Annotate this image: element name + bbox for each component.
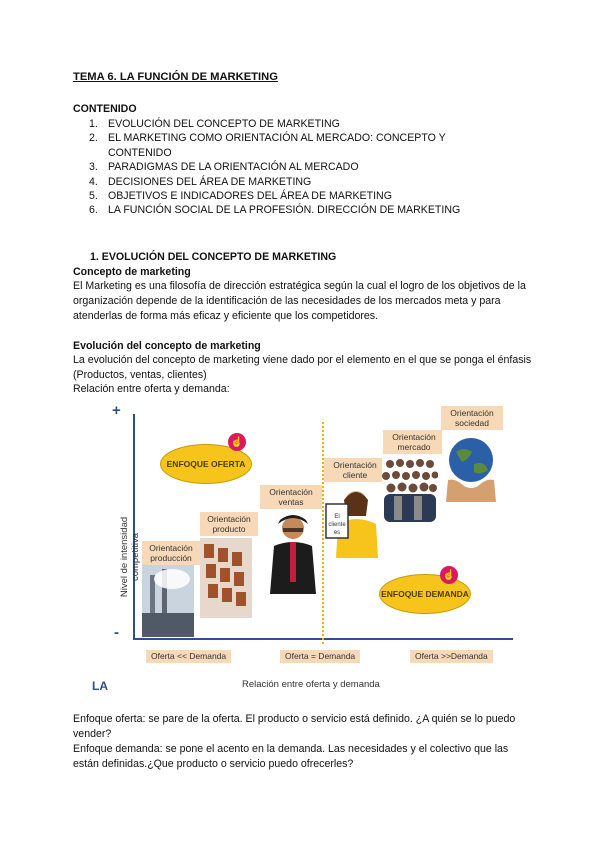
stage-cliente-label: Orientación cliente: [324, 458, 386, 482]
client-image: [320, 486, 380, 558]
axis-plus: +: [112, 402, 121, 419]
list-item: 1. EVOLUCIÓN DEL CONCEPTO DE MARKETING: [89, 118, 340, 130]
page-title: TEMA 6. LA FUNCIÓN DE MARKETING: [73, 71, 278, 83]
globe-image: [442, 430, 500, 502]
xcat-oferta-mayor: Oferta >>Demanda: [410, 650, 493, 663]
xcat-oferta-menor: Oferta << Demanda: [146, 650, 231, 663]
axis-minus: -: [114, 624, 119, 641]
list-item: CONTENIDO: [108, 146, 172, 159]
list-item: 5. OBJETIVOS E INDICADORES DEL ÁREA DE MARKETING: [89, 190, 392, 203]
contents-heading: CONTENIDO: [73, 103, 137, 115]
y-axis-label: Nivel de intensidad competitiva: [119, 516, 141, 598]
enfoque-oferta-ellipse: ENFOQUE OFERTA: [160, 444, 252, 484]
svg-text:cliente: cliente: [328, 522, 346, 528]
subheading-concept: Concepto de marketing: [73, 266, 191, 278]
list-item: 3. PARADIGMAS DE LA ORIENTACIÓN AL MERCADO: [89, 161, 359, 174]
subheading-evolution: Evolución del concepto de marketing: [73, 340, 261, 352]
contents-list: [73, 117, 460, 218]
svg-text:El: El: [334, 514, 340, 520]
list-item: 6. LA FUNCIÓN SOCIAL DE LA PROFESIÓN. DIRECCIÓN DE MARKETING: [89, 204, 461, 217]
x-axis-label: Relación entre oferta y demanda: [242, 679, 380, 690]
stage-mercado-label: Orientación mercado: [383, 430, 445, 454]
stage-producto-label: Orientación producto: [200, 512, 258, 536]
hand-icon: ☝: [228, 433, 246, 451]
crowd-image: [382, 456, 438, 522]
la-label: LA: [92, 679, 108, 693]
list-item: 2. EL MARKETING COMO ORIENTACIÓN AL MERCADO: CONCEPTO Y: [89, 132, 446, 145]
stage-sociedad-label: Orientación sociedad: [441, 406, 503, 430]
paragraph-evolution: La evolución del concepto de marketing viene dado por el elemento en el que se ponga el énfasis (Productos, ventas, clientes): [73, 354, 532, 381]
salesman-image: [268, 512, 318, 594]
hand-icon: ☝: [440, 566, 458, 584]
evolution-diagram: [88, 400, 518, 700]
paragraph-concept: El Marketing es una filosofía de dirección estratégica según la cual el logro de los objetivos de la organización depende de la identificación de las necesidades de los mercados meta y para atenderlas de forma más eficaz y eficiente que los competidores.: [73, 280, 526, 322]
section-heading: 1. EVOLUCIÓN DEL CONCEPTO DE MARKETING: [90, 251, 337, 263]
paragraph-enfoque-oferta: Enfoque oferta: se pare de la oferta. El producto o servicio está definido. ¿A quién se lo puedo vender?: [73, 713, 516, 740]
svg-text:es: es: [333, 530, 341, 536]
products-image: [200, 538, 252, 618]
list-item: 4. DECISIONES DEL ÁREA DE MARKETING: [89, 175, 312, 188]
paragraph-relation: Relación entre oferta y demanda:: [73, 383, 230, 395]
factory-image: [142, 565, 194, 637]
paragraph-enfoque-demanda: Enfoque demanda: se pone el acento en la demanda. Las necesidades y el colectivo que las están definidas.¿Que producto o servicio puedo ofrecerles?: [73, 743, 509, 770]
stage-produccion-label: Orientación producción: [142, 541, 200, 565]
enfoque-demanda-ellipse: ENFOQUE DEMANDA: [379, 574, 471, 614]
xcat-oferta-igual: Oferta = Demanda: [280, 650, 360, 663]
stage-ventas-label: Orientación ventas: [260, 485, 322, 509]
